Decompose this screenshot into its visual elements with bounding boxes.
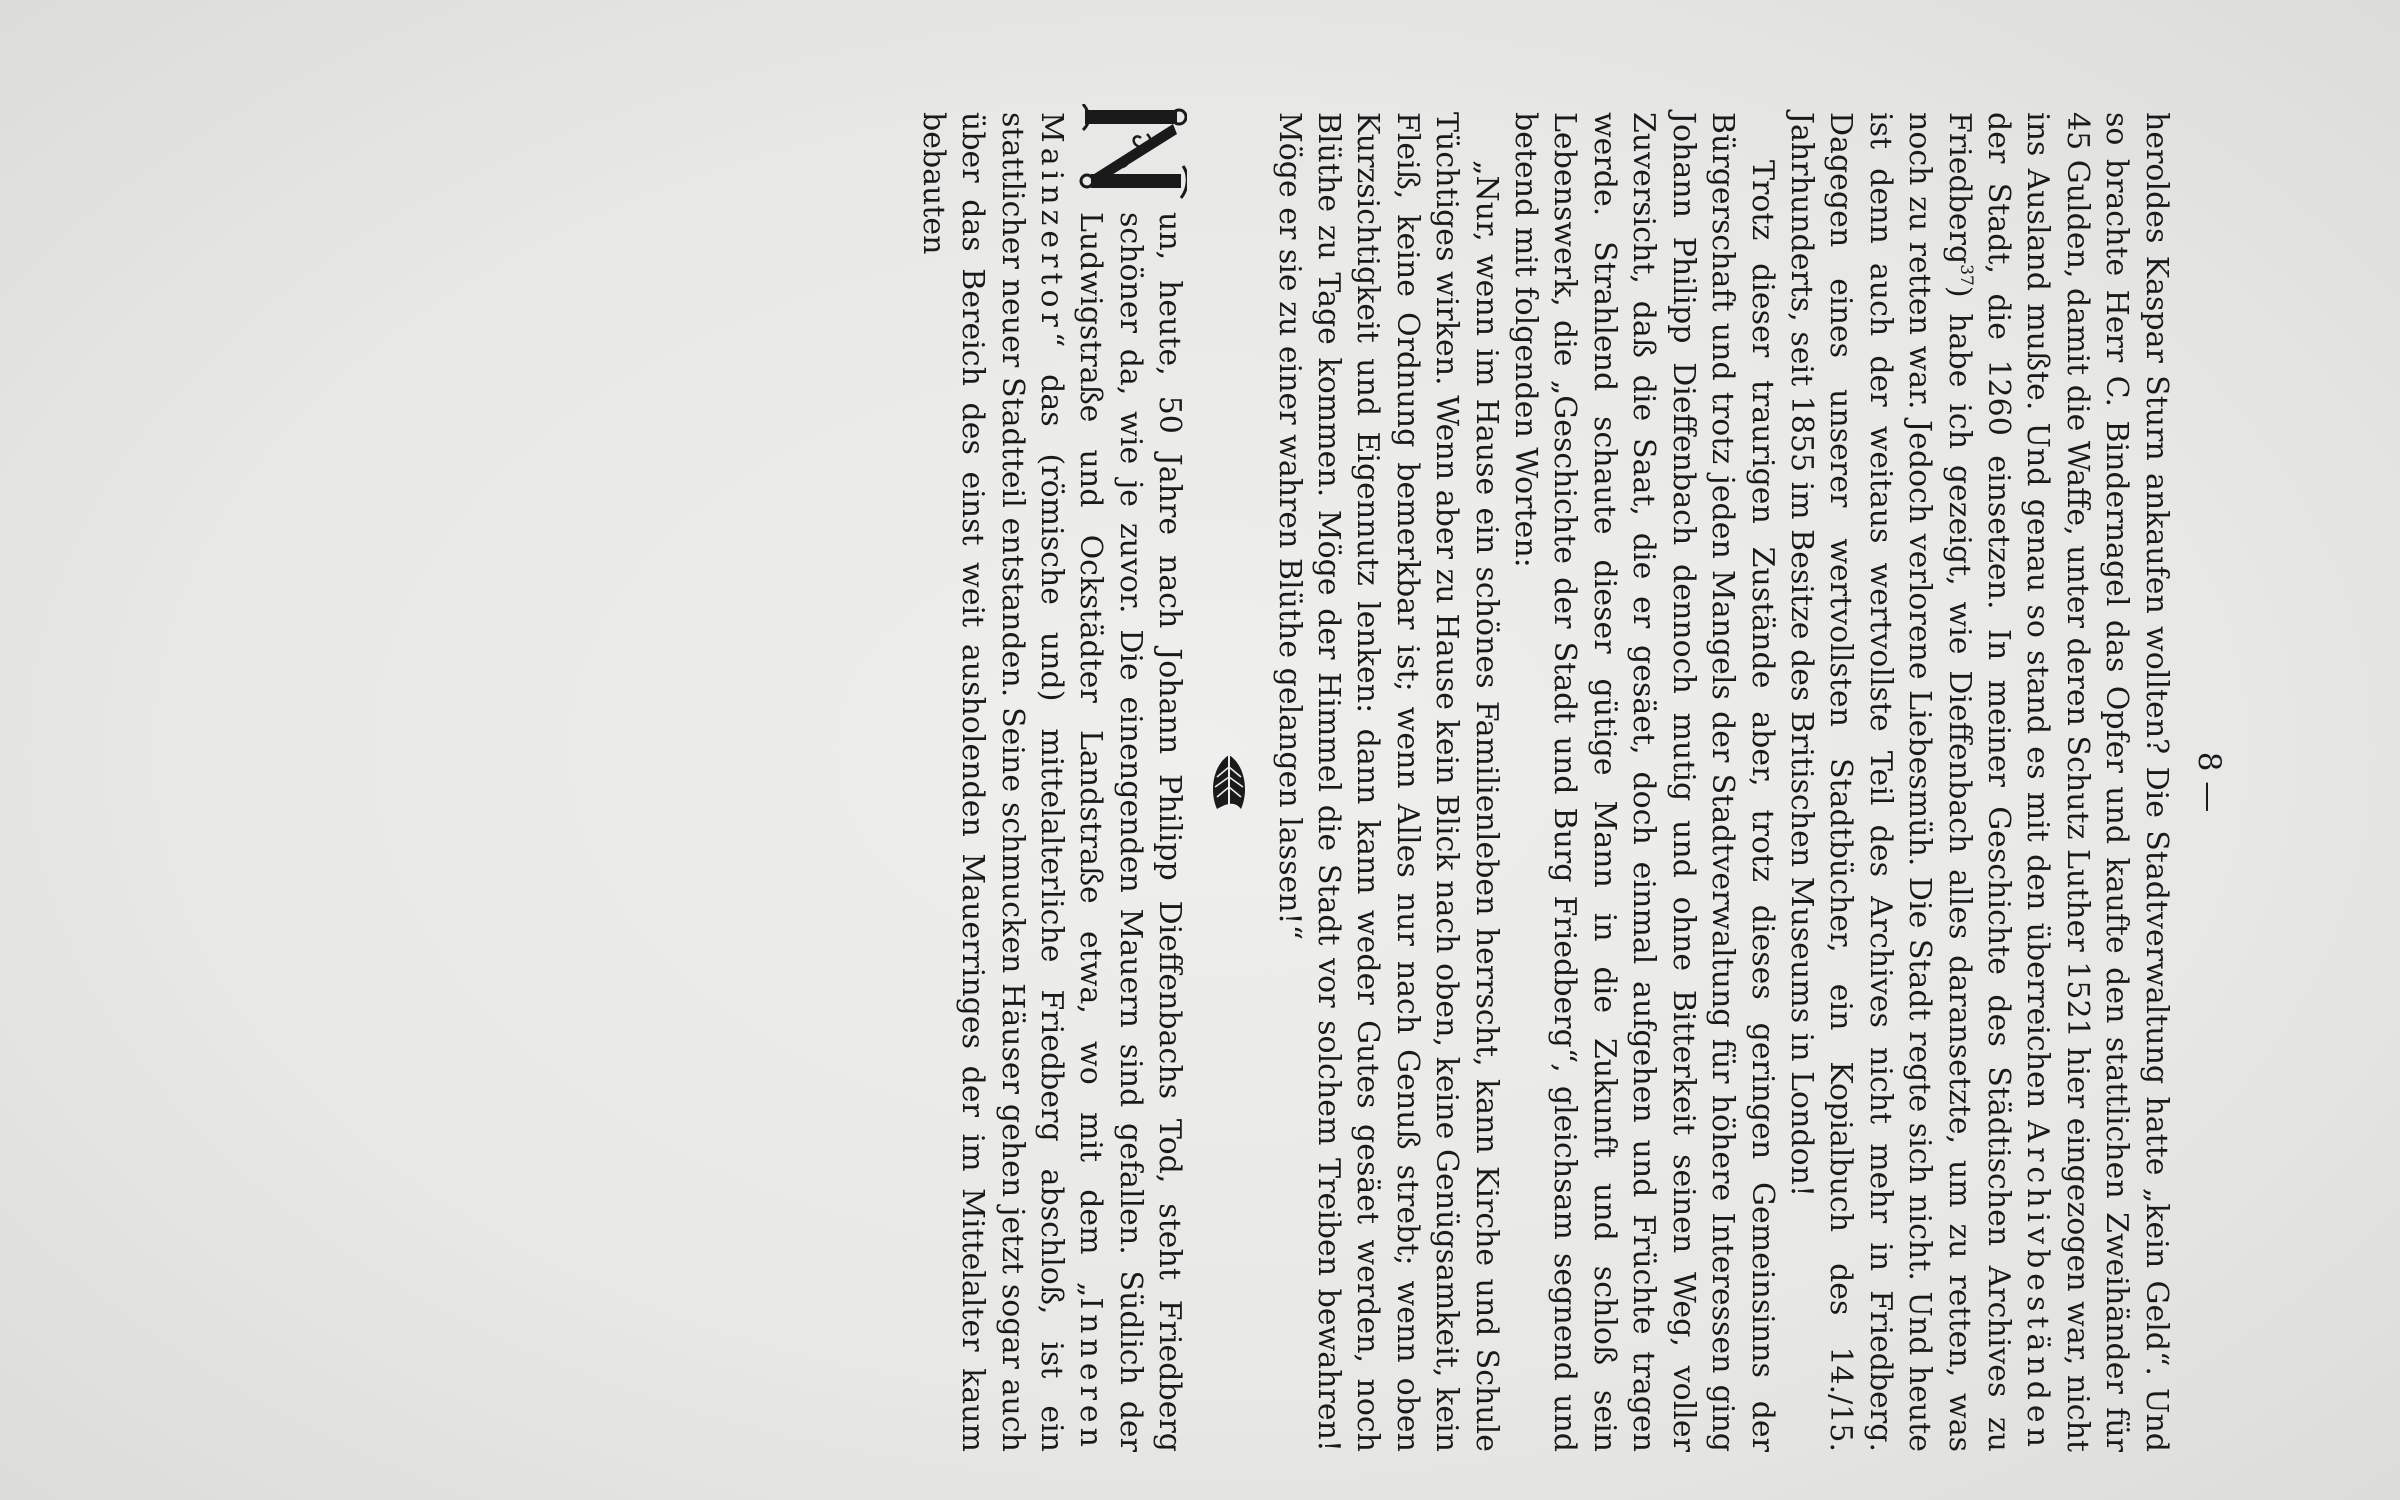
- paragraph-archive: [1782, 112, 2176, 1452]
- paragraph-archive-text-3: ) habe ich gezeigt, wie Dieffenbach alles daransetzte, um zu retten, was noch zu retten war. Jedoch verlorene Liebesmüh. Die Stadt regte sich nicht. Und heute ist denn auch der weitaus wertvollste Teil des Archives nicht mehr in Friedberg. Dagegen eines unserer wertvollsten Stadtbücher, ein Kopialbuch des 14./15. Jahrhunderts, seit 1855 im Besitze des Britischen Museums in London!: [1783, 112, 1977, 1452]
- paragraph-modern-text: un, heute, 50 Jahre nach Johann Philipp Dieffenbachs Tod, steht Friedberg schöner da, wie je zuvor. Die einengenden Mauern sind gefallen. Südlich der Ludwigstraße und Ockstädter Landstraße etwa, wo mit dem „: [1073, 212, 1188, 1452]
- paragraph-quotation: „Nur, wenn im Hause ein schönes Familienleben herrscht, kann Kirche und Schule Tüchtiges wirken. Wenn aber zu Hause kein Blick nach oben, keine Genügsamkeit, kein Fleiß, keine Ordnung bemerkbar ist; wenn Alles nur nach Genuß strebt; wenn oben Kurzsichtigkeit und Eigennutz lenken: dann kann weder Gutes gesäet werden, noch Blüthe zu Tage kommen. Möge der Himmel die Stadt vor solchem Treiben bewahren! Möge er sie zu einer wahren Blüthe gelangen lassen!“: [1271, 112, 1504, 1452]
- footnote-marker: 37: [1955, 264, 1976, 286]
- paragraph-dieffenbach: Trotz dieser traurigen Zustände aber, trotz dieses geringen Gemeinsinns der Bürgerschaft und trotz jeden Mangels der Stadtverwaltung für höhere Interessen ging Johann Philipp Dieffenbach dennoch mutig und ohne Bitterkeit seinen Weg, voller Zuversicht, daß die Saat, die er gesäet, doch einmal aufgehen und Früchte tragen werde. Strahlend schaute dieser gütige Mann in die Zukunft und schloß sein Lebenswerk, die „Geschichte der Stadt und Burg Friedberg“, gleichsam segnend und betend mit folgenden Worten:: [1508, 112, 1780, 1452]
- leaf-ornament-icon: [1207, 751, 1251, 813]
- page-number: 8 —: [2191, 751, 2227, 813]
- paragraph-archive-text: heroldes Kaspar Sturn ankaufen wollten? Die Stadtverwaltung hatte „kein Geld“. Und so brachte Herr C. Bindernagel das Opfer und kaufte den stattlichen Zweihänder für 45 Gulden, damit die Waffe, unter deren Schutz Luther 1521 hier eingezogen war, nicht ins Ausland mußte. Und genau so stand es mit den überreichen: [2020, 112, 2174, 1452]
- document-page: [168, 112, 2228, 1452]
- spaced-term-archivbestaende: Archivbeständen: [2020, 1120, 2056, 1452]
- ornate-initial-n-icon: [1079, 104, 1187, 202]
- paragraph-modern-friedberg: [913, 112, 1189, 1452]
- section-ornament: [1189, 112, 1269, 1452]
- spaced-term-mainzertor: Inneren Mainzertor: [1034, 112, 1109, 1452]
- paragraph-archive-text-2: der Stadt, die 1260 einsetzen. In meiner Geschichte des Städtischen Archives zu Friedberg: [1941, 112, 2016, 1452]
- paragraph-modern-text-2: “ das (römische und) mittelalterliche Friedberg abschloß, ist ein stattlicher neuer Stadtteil entstanden. Seine schmucken Häuser gehen jetzt sogar auch über das Bereich des einst weit ausholenden Mauerringes der im Mittelalter kaum bebauten: [915, 112, 1070, 1452]
